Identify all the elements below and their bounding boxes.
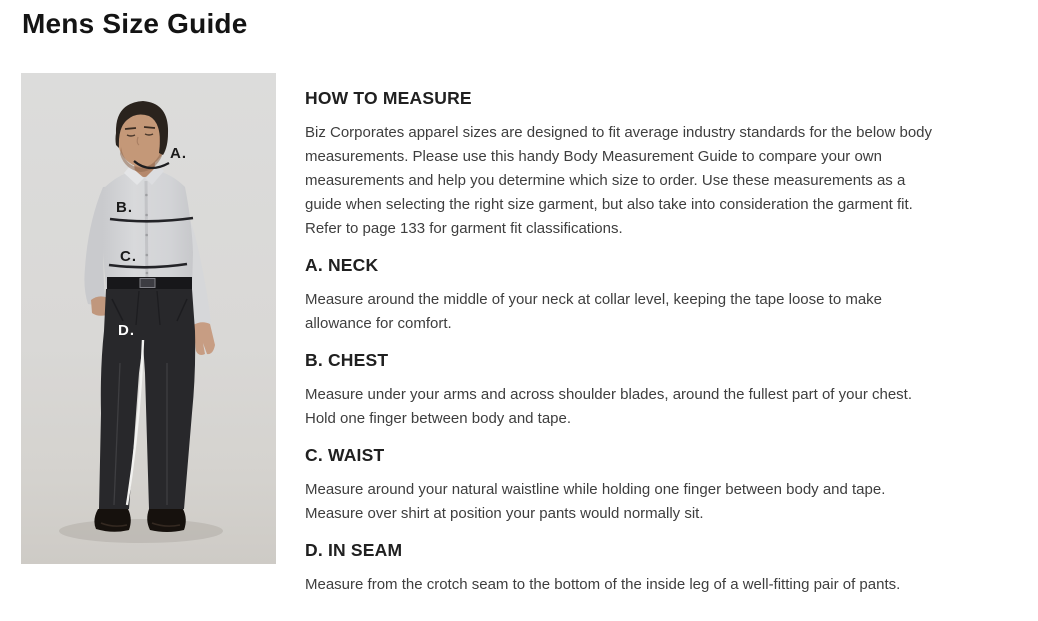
- measure-label-neck: A.: [170, 145, 187, 162]
- section-neck: [305, 256, 960, 336]
- section-heading-inseam: D. IN SEAM: [305, 540, 403, 560]
- section-heading-how-to-measure: HOW TO MEASURE: [305, 88, 472, 108]
- section-body-inseam: Measure from the crotch seam to the bottom of the inside leg of a well-fitting pair of pants.: [305, 576, 901, 593]
- section-chest: [305, 351, 960, 431]
- section-body-how-to-measure: Biz Corporates apparel sizes are designed to fit average industry standards for the below body measurements. Please use this handy Body Measurement Guide to compare your own measurements and help you determine which size to order. Use these measurements as a guide when selecting the right size garment, but also take into consideration the garment fit. Refer to page 133 for garment fit classifications.: [305, 124, 933, 237]
- measure-label-waist: C.: [120, 248, 137, 265]
- page-title: Mens Size Guide: [22, 8, 248, 39]
- section-how-to-measure: [305, 89, 960, 241]
- section-heading-neck: A. NECK: [305, 255, 379, 275]
- section-heading-waist: C. WAIST: [305, 445, 385, 465]
- measure-label-chest: B.: [116, 199, 133, 216]
- measure-label-inseam: D.: [118, 322, 135, 339]
- measurement-photo: [21, 73, 276, 564]
- section-inseam: [305, 541, 960, 597]
- section-body-waist: Measure around your natural waistline while holding one finger between body and tape. Measure over shirt at position your pants would normally sit.: [305, 481, 886, 522]
- section-waist: [305, 446, 960, 526]
- section-body-neck: Measure around the middle of your neck at collar level, keeping the tape loose to make allowance for comfort.: [305, 291, 883, 332]
- section-heading-chest: B. CHEST: [305, 350, 389, 370]
- section-body-chest: Measure under your arms and across shoulder blades, around the fullest part of your chest. Hold one finger between body and tape.: [305, 386, 912, 427]
- model-illustration: [21, 73, 276, 564]
- measure-instructions: [305, 73, 960, 612]
